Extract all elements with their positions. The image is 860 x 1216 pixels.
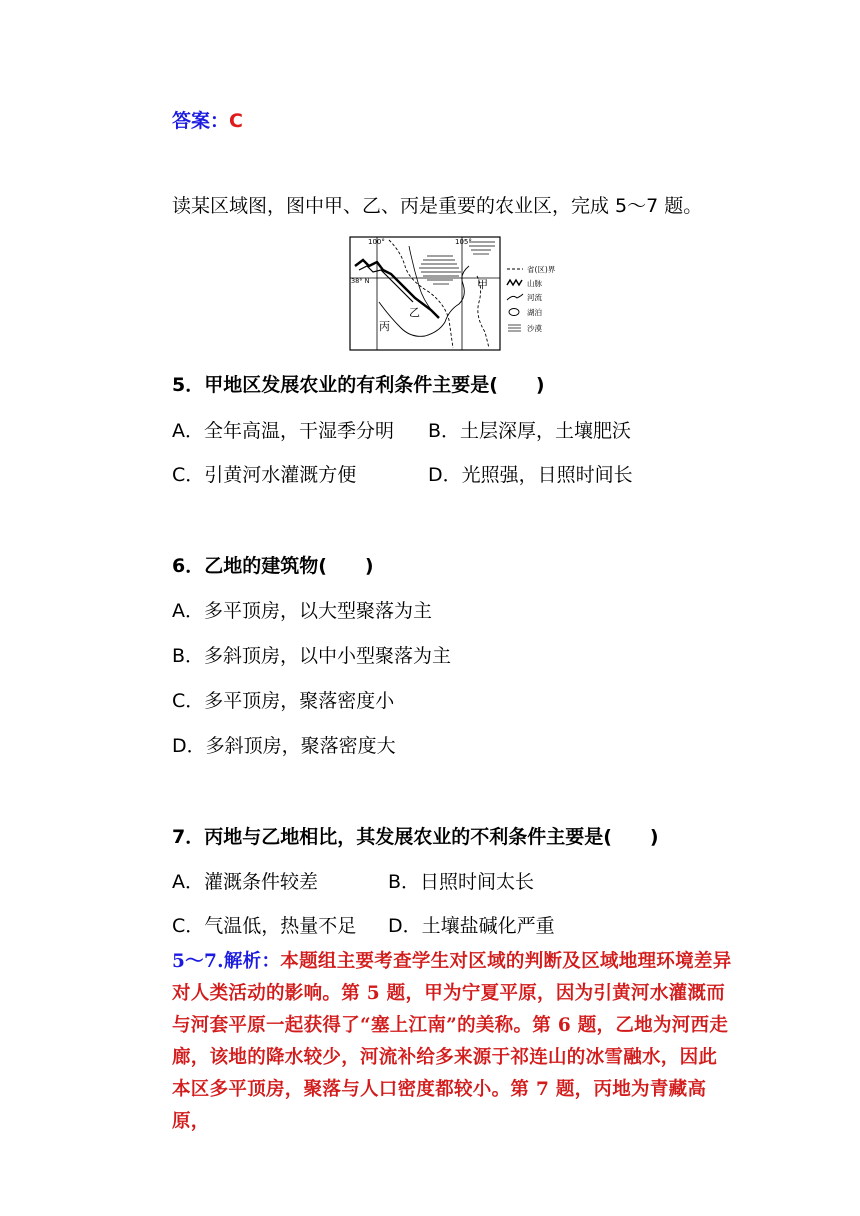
legend-desert: 沙漠 (527, 324, 542, 333)
legend-river: 河流 (527, 293, 542, 302)
question-5-stem: 5．甲地区发展农业的有利条件主要是( ) (172, 374, 545, 396)
question-7-stem: 7．丙地与乙地相比，其发展农业的不利条件主要是( ) (172, 826, 659, 848)
question-7-option-b: B．日照时间太长 (388, 871, 535, 893)
answer-label: 答案： (172, 110, 230, 132)
legend-lake-symbol (509, 309, 519, 316)
question-7-option-d: D．土壤盐碱化严重 (388, 915, 555, 937)
question-7-option-c: C．气温低，热量不足 (172, 915, 357, 937)
region-jia: 甲 (477, 278, 488, 291)
region-yi: 乙 (409, 306, 420, 319)
answer-line (172, 106, 243, 133)
lon-label-100: 100° (368, 238, 385, 246)
legend-mountain-symbol (507, 280, 522, 285)
question-5-option-b: B．土层深厚，土壤肥沃 (428, 420, 632, 442)
legend-mountain: 山脉 (527, 279, 542, 288)
question-intro: 读某区域图，图中甲、乙、丙是重要的农业区，完成 5～7 题。 (172, 195, 703, 217)
question-6-option-c: C．多平顶房，聚落密度小 (172, 690, 395, 712)
region-bing: 丙 (379, 320, 390, 333)
map-legend (507, 264, 556, 333)
question-5-option-d: D．光照强，日照时间长 (428, 464, 633, 486)
lat-label-38: 38° N (351, 277, 370, 285)
answer-value: C (229, 110, 243, 132)
legend-boundary: 省(区)界 (527, 265, 556, 274)
question-6-option-b: B．多斜顶房，以中小型聚落为主 (172, 645, 452, 667)
legend-desert-symbol (508, 325, 521, 331)
question-5-option-c: C．引黄河水灌溉方便 (172, 464, 357, 486)
question-5-option-a: A．全年高温，干湿季分明 (172, 420, 394, 442)
legend-lake: 湖泊 (527, 308, 542, 317)
lon-label-105: 105° (455, 238, 472, 246)
question-6-option-a: A．多平顶房，以大型聚落为主 (172, 600, 432, 622)
question-7-option-a: A．灌溉条件较差 (172, 871, 318, 893)
explanation (172, 946, 732, 1138)
question-6-stem: 6．乙地的建筑物( ) (172, 555, 374, 577)
explanation-body: 本题组主要考查学生对区域的判断及区域地理环境差异对人类活动的影响。第 5 题，甲为宁夏平原，因为引黄河水灌溉而与河套平原一起获得了“塞上江南”的美称。第 6 题，乙地为河西走廊，该地的降水较少，河流补给多来源于祁连山的冰雪融水，因此本区多平顶房，聚落与人口密度都较小。第 7 题，丙地为青藏高原， (172, 951, 732, 1132)
legend-river-symbol (507, 294, 523, 300)
region-map (349, 236, 565, 352)
explanation-head: 5～7.解析： (172, 951, 281, 972)
question-6-option-d: D．多斜顶房，聚落密度大 (172, 735, 396, 757)
